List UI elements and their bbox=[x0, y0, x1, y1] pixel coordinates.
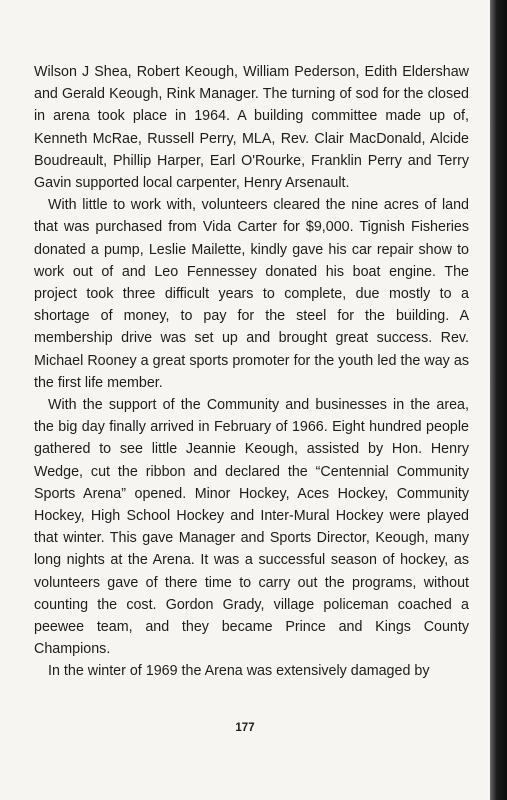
page-edge-shadow bbox=[490, 0, 507, 800]
paragraph-3: With the support of the Community and businesses in the area, the big day finally arrived in February of 1966. Eight hundred people gathered to see little Jeannie Keough, assisted by Hon. Henry Wedge, cut the ribbon and declared the “Centennial Community Sports Arena” opened. Minor Hockey, Aces Hockey, Community Hockey, High School Hockey and Inter-Mural Hockey were played that winter. This gave Manager and Sports Director, Keough, many long nights at the Arena. It was a successful season of hockey, as volunteers gave of there time to carry out the programs, without counting the cost. Gordon Grady, village policeman coached a peewee team, and they became Prince and Kings County Champions. bbox=[34, 397, 469, 658]
paragraph-2: With little to work with, volunteers cleared the nine acres of land that was purchased from Vida Carter for $9,000. Tignish Fisheries donated a pump, Leslie Mailette, kindly gave his car repair show to work out of and Leo Fennessey donated his boat engine. The project took three difficult years to complete, due mostly to a shortage of money, to pay for the steel for the building. A membership drive was set up and brought great success. Rev. Michael Rooney a great sports promoter for the youth led the way as the first life member. bbox=[34, 197, 469, 391]
body-text bbox=[34, 61, 469, 683]
paragraph-4: In the winter of 1969 the Arena was extensively damaged by bbox=[48, 663, 430, 680]
paragraph-1: Wilson J Shea, Robert Keough, William Pederson, Edith Eldershaw and Gerald Keough, Rink Manager. The turning of sod for the closed in arena took place in 1964. A building committee made up of, Kenneth McRae, Russell Perry, MLA, Rev. Clair MacDonald, Alcide Boudreault, Phillip Harper, Earl O'Rourke, Franklin Perry and Terry Gavin supported local carpenter, Henry Arsenault. bbox=[34, 64, 469, 192]
page-number: 177 bbox=[235, 722, 255, 734]
